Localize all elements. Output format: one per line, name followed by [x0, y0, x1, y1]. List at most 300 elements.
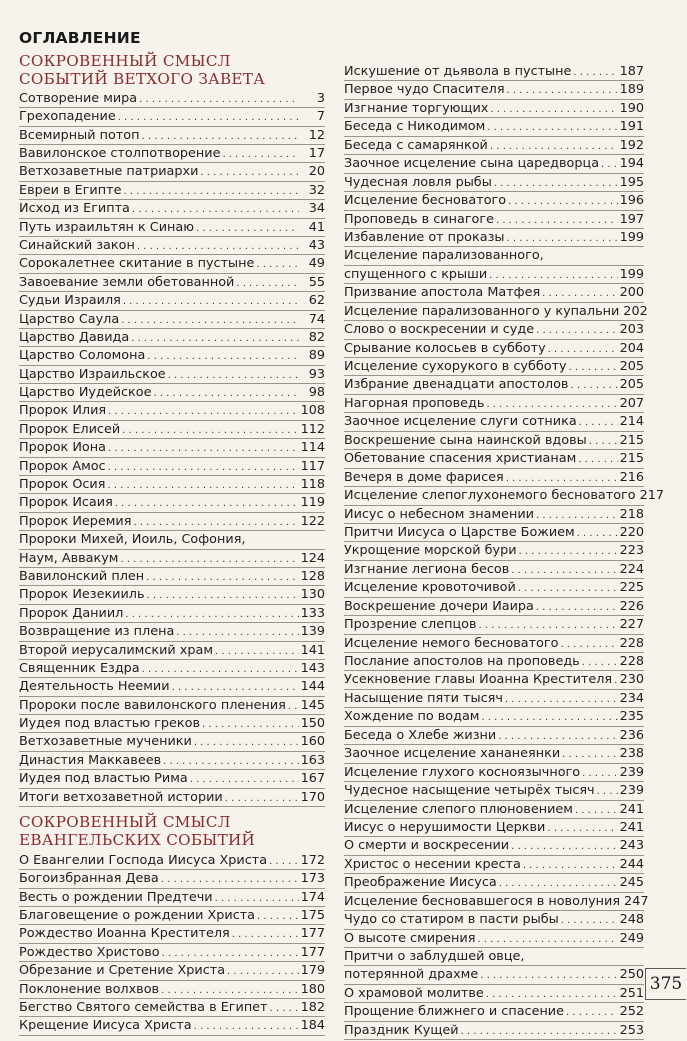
toc-entry [19, 274, 325, 292]
toc-leader-dots [542, 285, 617, 303]
toc-entry-page: 217 [639, 488, 665, 504]
toc-entry-page: 141 [300, 642, 325, 658]
toc-leader-dots [519, 543, 618, 561]
toc-entry [344, 653, 644, 671]
toc-leader-dots [108, 440, 299, 458]
toc-leader-dots [511, 562, 617, 580]
toc-leader-dots [232, 926, 299, 944]
toc-entry [344, 616, 644, 634]
toc-leader-dots [566, 1004, 618, 1022]
toc-entry-title: Беседа о Хлебе жизни [344, 727, 497, 743]
toc-leader-dots [125, 606, 298, 624]
toc-entry-title: Династия Маккавеев [19, 752, 162, 768]
toc-entry-title: Нагорная проповедь [344, 395, 485, 411]
toc-entry-page: 43 [308, 237, 325, 253]
toc-entry-page: 189 [619, 82, 644, 98]
toc-entry-title: Чудесное насыщение четырёх тысяч [344, 783, 595, 799]
toc-entry-title: Праздник Кущей [344, 1022, 459, 1038]
toc-entry [344, 450, 644, 468]
toc-entry-page: 207 [619, 395, 644, 411]
toc-entry-page: 247 [624, 893, 649, 909]
toc-entry-page: 205 [619, 377, 644, 393]
toc-entry-page: 194 [619, 156, 644, 172]
section-heading-old-testament [19, 52, 325, 89]
toc-entry-title: Заочное исцеление хананеянки [344, 746, 561, 762]
toc-leader-dots [536, 322, 617, 340]
toc-leader-dots [601, 156, 618, 174]
toc-entry [19, 494, 325, 512]
toc-entry-page: 243 [619, 838, 644, 854]
toc-entry [344, 137, 644, 155]
toc-leader-dots [190, 771, 299, 789]
toc-entry [19, 292, 325, 310]
toc-entry-page: 118 [300, 477, 325, 493]
toc-leader-dots [227, 963, 299, 981]
toc-entry-page: 180 [300, 981, 325, 997]
toc-entry-page: 228 [619, 654, 644, 669]
toc-entry-page: 203 [619, 322, 644, 338]
toc-entry-title: Сотворение мира [19, 90, 138, 106]
toc-entry-page: 223 [619, 543, 644, 559]
toc-entry [19, 981, 325, 999]
toc-leader-dots [498, 728, 617, 746]
toc-entry [344, 340, 644, 358]
toc-entry-title: Пророк Иезекииль [19, 587, 145, 603]
toc-entry [344, 1003, 644, 1021]
toc-entry-title: Царство Израильское [19, 366, 166, 382]
toc-leader-dots [270, 1000, 299, 1018]
toc-entry-title: Ветхозаветные патриархи [19, 164, 199, 180]
toc-leader-dots [141, 128, 299, 146]
toc-entry-page: 170 [300, 789, 325, 805]
toc-entry [344, 819, 644, 837]
section-heading-line: СОКРОВЕННЫЙ СМЫСЛ [19, 52, 231, 70]
toc-entry-title: Грехопадение [19, 109, 116, 125]
toc-entry [344, 893, 649, 911]
toc-entry-page: 202 [623, 303, 648, 319]
toc-entry [344, 598, 644, 616]
toc-leader-dots [123, 183, 299, 201]
toc-entry-page: 204 [619, 340, 644, 356]
section-heading-line: СОКРОВЕННЫЙ СМЫСЛ [19, 813, 231, 832]
toc-entry-page: 144 [300, 679, 325, 695]
toc-leader-dots [507, 82, 618, 100]
toc-entry-page: 55 [308, 274, 325, 290]
toc-leader-dots [561, 912, 618, 930]
toc-leader-dots [578, 451, 617, 469]
toc-entry-title: Заочное исцеление сына царедворца [344, 156, 600, 172]
toc-entry-page: 130 [300, 587, 325, 603]
toc-entry-page: 236 [619, 727, 644, 743]
toc-entry [19, 852, 325, 870]
toc-entry [344, 635, 644, 653]
toc-entry-page: 117 [300, 458, 325, 474]
toc-entry-title: Иудея под властью Рима [19, 771, 188, 787]
toc-entry-page: 230 [619, 672, 644, 688]
toc-leader-dots [131, 330, 299, 348]
toc-leader-dots [132, 201, 299, 219]
toc-leader-dots [222, 146, 299, 164]
section-heading-line: ЕВАНГЕЛЬСКИХ СОБЫТИЙ [19, 831, 256, 850]
toc-entry [19, 402, 325, 420]
toc-leader-dots [490, 138, 618, 156]
toc-entry-page: 20 [308, 164, 325, 180]
toc-entry-title: Путь израильтян к Синаю [19, 219, 195, 235]
toc-entry [344, 358, 644, 376]
toc-entry [19, 513, 325, 531]
toc-entry [19, 163, 325, 181]
toc-leader-dots [487, 119, 617, 137]
left-column [19, 52, 325, 1036]
toc-entry-title: Синайский закон [19, 237, 135, 253]
toc-leader-dots [614, 672, 617, 690]
toc-entry-page: 32 [308, 182, 325, 198]
toc-entry [344, 801, 644, 819]
toc-entry [344, 211, 644, 229]
toc-entry-title: Рождество Христово [19, 944, 160, 960]
toc-entry-page: 12 [308, 127, 325, 143]
toc-entry-title: Искушение от дьявола в пустыне [344, 64, 572, 79]
toc-entry-page: 3 [316, 90, 325, 106]
toc-entry-page: 200 [619, 285, 644, 301]
toc-leader-dots [486, 986, 618, 1004]
toc-entry-page: 41 [308, 219, 325, 235]
toc-leader-dots [569, 359, 618, 377]
toc-leader-dots [120, 551, 298, 569]
toc-entry [19, 999, 325, 1017]
toc-leader-dots [142, 661, 299, 679]
toc-entry-title: Чудесная ловля рыбы [344, 174, 492, 190]
toc-leader-dots [108, 459, 299, 477]
toc-entry-page: 241 [619, 801, 644, 817]
toc-entry-page: 218 [619, 506, 644, 522]
toc-entry [344, 579, 644, 597]
toc-entry-page: 175 [300, 908, 325, 924]
toc-entry [19, 925, 325, 943]
toc-leader-dots [147, 587, 299, 605]
toc-entry [344, 745, 644, 763]
toc-entry [19, 697, 325, 715]
toc-leader-dots [506, 470, 618, 488]
toc-entry-title: Вечеря в доме фарисея [344, 469, 504, 485]
toc-entry [344, 284, 644, 302]
toc-entry [344, 542, 644, 560]
section-heading-gospel [19, 813, 325, 850]
toc-entry-title: Пророк Даниил [19, 605, 124, 621]
toc-leader-dots [153, 385, 299, 403]
toc-entry-page: 238 [619, 746, 644, 762]
toc-entry-page: 251 [619, 985, 644, 1001]
toc-entry-title: Пророк Исаия [19, 495, 113, 511]
toc-entry [19, 907, 325, 925]
toc-entry-title: Исцеление кровоточивой [344, 580, 516, 596]
toc-entry-title: Всемирный потоп [19, 127, 140, 143]
toc-entry-title: Притчи о заблудшей овце, [344, 949, 525, 964]
toc-entry-title: Прозрение слепцов [344, 617, 477, 633]
toc-entry-page: 62 [308, 293, 325, 309]
toc-entry [19, 678, 325, 696]
toc-entry-page: 160 [300, 734, 325, 750]
toc-leader-dots [215, 890, 299, 908]
toc-leader-dots [523, 857, 618, 875]
toc-entry [344, 100, 644, 118]
toc-entry-page: 34 [308, 201, 325, 217]
toc-entry-title: Пророк Илия [19, 403, 107, 419]
toc-entry-title: Призвание апостола Матфея [344, 285, 541, 301]
toc-entry-page: 124 [300, 550, 325, 566]
toc-entry-page: 49 [308, 256, 325, 272]
toc-entry-page: 253 [619, 1022, 644, 1038]
toc-entry [344, 174, 644, 192]
toc-entry-page: 163 [300, 752, 325, 768]
toc-entry-title: Царство Соломона [19, 348, 146, 364]
toc-leader-dots [506, 230, 617, 248]
toc-leader-dots [194, 734, 299, 752]
toc-leader-dots [481, 709, 617, 727]
toc-entry-page: 187 [619, 64, 644, 79]
toc-entry [19, 90, 325, 108]
toc-entry-title: Христос о несении креста [344, 856, 521, 872]
toc-entry-title: Беседа с Никодимом [344, 119, 486, 135]
toc-entry-title: Крещение Иисуса Христа [19, 1018, 192, 1034]
toc-entry [19, 889, 325, 907]
toc-list-old-testament [19, 90, 325, 807]
toc-entry-title: О Евангелии Господа Иисуса Христа [19, 852, 268, 868]
toc-entry [19, 366, 325, 384]
toc-entry-page: 191 [619, 119, 644, 135]
toc-entry-page: 215 [619, 451, 644, 467]
toc-entry-title: Обетование спасения христианам [344, 451, 577, 467]
toc-entry-page: 112 [300, 421, 325, 437]
toc-entry [19, 568, 325, 586]
toc-entry-page: 89 [308, 348, 325, 364]
toc-entry-title: Преображение Иисуса [344, 875, 497, 891]
toc-leader-dots [122, 422, 298, 440]
toc-entry [19, 311, 325, 329]
toc-entry-title: Изгнание легиона бесов [344, 561, 510, 577]
toc-entry [344, 487, 665, 505]
toc-entry-title: Исцеление бесноватого [344, 193, 507, 209]
toc-entry [19, 219, 325, 237]
toc-entry [19, 789, 325, 807]
toc-entry-page: 226 [619, 598, 644, 614]
toc-leader-dots [256, 256, 299, 274]
toc-entry-title: Пророк Осия [19, 477, 106, 493]
toc-entry-page: 199 [619, 229, 644, 245]
toc-entry-title: О смерти и воскресении [344, 838, 510, 854]
toc-entry [344, 81, 644, 99]
toc-leader-dots [196, 220, 299, 238]
toc-entry [19, 531, 325, 549]
section-heading-line: СОБЫТИЙ ВЕТХОГО ЗАВЕТА [19, 70, 266, 89]
toc-entry [19, 623, 325, 641]
toc-entry-page: 122 [300, 513, 325, 529]
toc-entry-title: Пророки Михей, Иоиль, Софония, [19, 532, 246, 548]
toc-entry-page: 196 [619, 193, 644, 209]
toc-entry [19, 458, 325, 476]
toc-leader-dots [288, 698, 299, 716]
toc-leader-dots [176, 624, 298, 642]
toc-entry-title: Пророк Иеремия [19, 513, 132, 529]
toc-entry [344, 321, 644, 339]
toc-entry-page: 98 [308, 385, 325, 401]
toc-entry [344, 690, 644, 708]
toc-entry-page: 190 [619, 100, 644, 116]
toc-entry-page: 245 [619, 875, 644, 891]
toc-leader-dots [536, 507, 618, 525]
toc-entry-page: 108 [300, 403, 325, 419]
toc-entry [19, 237, 325, 255]
toc-leader-dots [162, 945, 299, 963]
toc-entry-title: Исцеление глухого косноязычного [344, 764, 581, 780]
toc-entry-page: 82 [308, 329, 325, 345]
toc-entry-page: 143 [300, 660, 325, 676]
toc-entry-title: Второй иерусалимский храм [19, 642, 213, 658]
toc-entry-title: Царство Саула [19, 311, 120, 327]
toc-entry-title: Притчи Иисуса о Царстве Божием [344, 524, 575, 540]
toc-entry [19, 255, 325, 273]
toc-entry [344, 63, 644, 81]
toc-leader-dots [139, 91, 299, 109]
toc-entry [19, 145, 325, 163]
toc-entry-title: Пророк Амос [19, 458, 106, 474]
toc-entry-title: Деятельность Неемии [19, 679, 170, 695]
toc-entry-page: 215 [619, 432, 644, 448]
toc-entry-page: 179 [300, 963, 325, 979]
toc-entry [344, 118, 644, 136]
toc-entry-page: 239 [619, 764, 644, 780]
toc-leader-dots [560, 636, 617, 654]
toc-entry [19, 384, 325, 402]
toc-entry-page: 248 [619, 912, 644, 928]
toc-entry-page: 224 [619, 561, 644, 577]
toc-entry-title: Евреи в Египте [19, 182, 122, 198]
toc-entry-page: 133 [300, 605, 325, 621]
toc-leader-dots [115, 495, 299, 513]
toc-entry-page: 74 [308, 311, 325, 327]
toc-leader-dots [133, 514, 298, 532]
toc-entry [344, 782, 644, 800]
toc-leader-dots [168, 367, 299, 385]
toc-entry [19, 182, 325, 200]
toc-entry-title: Исцеление парализованного у купальни [344, 303, 620, 319]
toc-entry-title: Исцеление сухорукого в субботу [344, 359, 567, 374]
toc-entry [19, 347, 325, 365]
toc-leader-dots [215, 643, 299, 661]
toc-entry [344, 856, 644, 874]
toc-entry-page: 244 [619, 856, 644, 872]
toc-entry-title: Слово о воскресении и суде [344, 322, 535, 338]
toc-entry-title: Беседа с самарянкой [344, 137, 488, 153]
toc-list-gospel [19, 852, 325, 1036]
toc-entry-page: 228 [619, 635, 644, 651]
toc-entry-title: Прощение ближнего и спасение [344, 1004, 564, 1020]
toc-entry [19, 660, 325, 678]
toc-entry [19, 642, 325, 660]
toc-entry [344, 395, 644, 413]
toc-entry-title: Воскрешение дочери Иаира [344, 598, 534, 614]
toc-entry [19, 586, 325, 604]
toc-entry-title: Царство Давида [19, 329, 130, 345]
toc-leader-dots [582, 765, 617, 783]
toc-entry-title: Священник Ездра [19, 660, 140, 676]
toc-leader-dots [225, 790, 299, 808]
toc-entry [344, 561, 644, 579]
toc-leader-dots [200, 164, 299, 182]
toc-entry-title: Пророк Иона [19, 440, 106, 456]
toc-entry [344, 948, 644, 966]
toc-entry-page: 252 [619, 1004, 644, 1020]
toc-leader-dots [489, 267, 617, 285]
toc-entry-title: Усекновение главы Иоанна Крестителя [344, 672, 613, 688]
toc-entry-page: 195 [619, 174, 644, 190]
toc-leader-dots [490, 101, 617, 119]
toc-entry-title: Судьи Израиля [19, 293, 121, 309]
toc-entry-page: 17 [308, 145, 325, 161]
toc-leader-dots [123, 293, 299, 311]
toc-entry-title: Царство Иудейское [19, 385, 152, 401]
toc-leader-dots [194, 1018, 299, 1036]
toc-leader-dots [579, 414, 618, 432]
toc-leader-dots [547, 820, 617, 838]
toc-entry [344, 506, 644, 524]
toc-entry-title: Пророк Елисей [19, 421, 121, 437]
toc-entry-title: Вавилонское столпотворение [19, 145, 221, 161]
toc-leader-dots [589, 433, 618, 451]
toc-entry-page: 234 [619, 690, 644, 706]
toc-entry-page: 197 [619, 211, 644, 227]
toc-leader-dots [511, 838, 617, 856]
toc-leader-dots [518, 580, 618, 598]
toc-entry-title: Проповедь в синагоге [344, 211, 494, 227]
toc-entry-page: 214 [619, 414, 644, 430]
toc-entry [19, 127, 325, 145]
toc-entry-title: Исцеление слепого плюновением [344, 801, 573, 817]
toc-entry-page: 173 [300, 871, 325, 887]
toc-leader-dots [575, 802, 618, 820]
toc-entry [19, 439, 325, 457]
toc-entry-page: 7 [316, 109, 325, 125]
toc-leader-dots [202, 716, 299, 734]
toc-entry-title: Богоизбранная Дева [19, 871, 159, 887]
toc-leader-dots [161, 871, 299, 889]
toc-entry-page: 114 [300, 440, 325, 456]
toc-entry-page: 167 [300, 771, 325, 787]
toc-entry-title: Итоги ветхозаветной истории [19, 789, 223, 805]
toc-leader-dots [108, 403, 298, 421]
toc-entry-title: Исцеление слепоглухонемого бесноватого [344, 488, 636, 504]
toc-leader-dots [257, 908, 299, 926]
toc-leader-dots [461, 1023, 618, 1041]
toc-entry [19, 108, 325, 126]
toc-leader-dots [269, 853, 299, 871]
toc-leader-dots [499, 875, 618, 893]
toc-entry-page: 249 [619, 930, 644, 946]
right-column [344, 63, 665, 1040]
toc-entry [19, 733, 325, 751]
toc-entry-page: 128 [300, 568, 325, 584]
toc-entry [344, 303, 648, 321]
toc-leader-dots [582, 654, 618, 672]
toc-entry-page: 250 [619, 967, 644, 983]
toc-entry [344, 432, 644, 450]
toc-entry-title: Иисус о нерушимости Церкви [344, 819, 546, 835]
toc-entry-title: Срывание колосьев в субботу [344, 340, 546, 356]
toc-entry [344, 469, 644, 487]
toc-entry-page: 241 [619, 819, 644, 835]
toc-entry-title: Первое чудо Спасителя [344, 82, 505, 98]
toc-entry-title: Хождение по водам [344, 709, 480, 725]
